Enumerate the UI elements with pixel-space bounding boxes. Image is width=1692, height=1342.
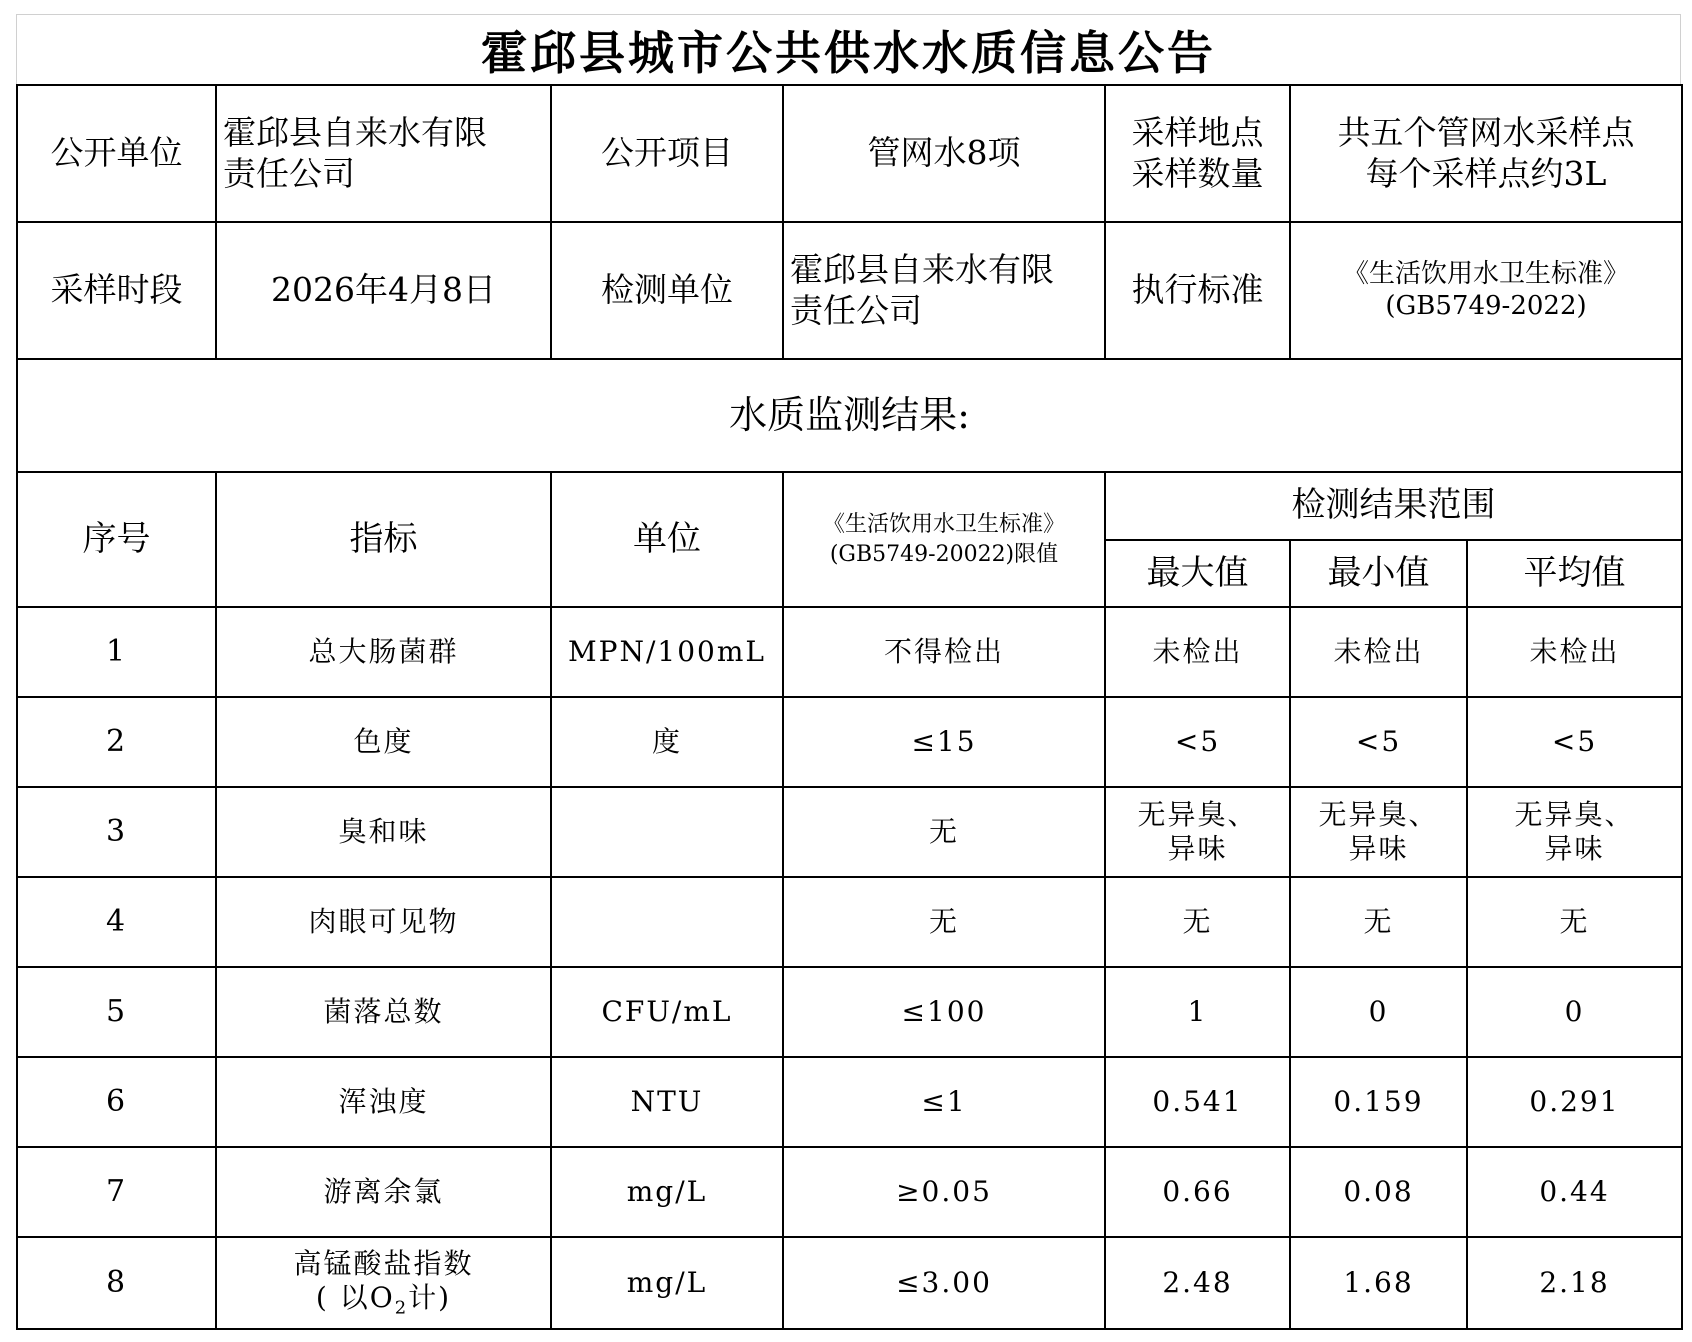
row-unit: CFU/mL <box>551 967 783 1057</box>
lab-label: 检测单位 <box>551 222 783 359</box>
row-avg: 无 <box>1467 877 1682 967</box>
table-row <box>17 607 1682 697</box>
row-limit: ≥0.05 <box>783 1147 1105 1237</box>
row-limit: ≤100 <box>783 967 1105 1057</box>
time-value: 2026年4月8日 <box>216 222 551 359</box>
row-max: 1 <box>1105 967 1290 1057</box>
row-max: 0.66 <box>1105 1147 1290 1237</box>
page-title: 霍邱县城市公共供水水质信息公告 <box>16 14 1681 84</box>
row-indicator: 总大肠菌群 <box>216 607 551 697</box>
row-seq: 8 <box>17 1237 216 1329</box>
row-unit <box>551 877 783 967</box>
header-unit: 单位 <box>551 472 783 607</box>
row-indicator: 色度 <box>216 697 551 787</box>
header-max: 最大值 <box>1105 540 1290 607</box>
std-label: 执行标准 <box>1105 222 1290 359</box>
row-avg: 无异臭、 异味 <box>1467 787 1682 877</box>
water-quality-table <box>16 84 1683 1330</box>
header-avg: 平均值 <box>1467 540 1682 607</box>
row-avg: <5 <box>1467 697 1682 787</box>
row-indicator: 臭和味 <box>216 787 551 877</box>
row-indicator: 高锰酸盐指数 ( 以$O_2$计) <box>216 1237 551 1329</box>
table-row <box>17 1147 1682 1237</box>
row-max: 未检出 <box>1105 607 1290 697</box>
row-min: 未检出 <box>1290 607 1467 697</box>
row-seq: 4 <box>17 877 216 967</box>
row-limit: ≤3.00 <box>783 1237 1105 1329</box>
table-row <box>17 967 1682 1057</box>
row-min: <5 <box>1290 697 1467 787</box>
table-row <box>17 1237 1682 1329</box>
row-min: 0 <box>1290 967 1467 1057</box>
row-limit: 无 <box>783 787 1105 877</box>
time-label: 采样时段 <box>17 222 216 359</box>
row-limit: ≤1 <box>783 1057 1105 1147</box>
table-row <box>17 787 1682 877</box>
item-label: 公开项目 <box>551 85 783 222</box>
row-avg: 0 <box>1467 967 1682 1057</box>
header-seq: 序号 <box>17 472 216 607</box>
row-min: 无 <box>1290 877 1467 967</box>
row-avg: 2.18 <box>1467 1237 1682 1329</box>
table-row <box>17 877 1682 967</box>
header-limit: 《生活饮用水卫生标准》 (GB5749-20022)限值 <box>783 472 1105 607</box>
row-unit: MPN/100mL <box>551 607 783 697</box>
row-indicator: 游离余氯 <box>216 1147 551 1237</box>
table-row <box>17 1057 1682 1147</box>
row-seq: 5 <box>17 967 216 1057</box>
row-unit: mg/L <box>551 1237 783 1329</box>
row-avg: 0.291 <box>1467 1057 1682 1147</box>
row-seq: 2 <box>17 697 216 787</box>
unit-label: 公开单位 <box>17 85 216 222</box>
header-indicator: 指标 <box>216 472 551 607</box>
row-avg: 0.44 <box>1467 1147 1682 1237</box>
row-min: 0.08 <box>1290 1147 1467 1237</box>
lab-value: 霍邱县自来水有限 责任公司 <box>783 222 1105 359</box>
header-min: 最小值 <box>1290 540 1467 607</box>
row-unit: mg/L <box>551 1147 783 1237</box>
site-label: 采样地点 采样数量 <box>1105 85 1290 222</box>
row-limit: ≤15 <box>783 697 1105 787</box>
header-range: 检测结果范围 <box>1105 472 1682 540</box>
row-avg: 未检出 <box>1467 607 1682 697</box>
row-indicator: 浑浊度 <box>216 1057 551 1147</box>
info-row-1 <box>17 85 1682 222</box>
row-max: 0.541 <box>1105 1057 1290 1147</box>
header-row-1 <box>17 472 1682 540</box>
item-value: 管网水8项 <box>783 85 1105 222</box>
row-max: 无 <box>1105 877 1290 967</box>
std-value: 《生活饮用水卫生标准》 (GB5749-2022) <box>1290 222 1682 359</box>
row-min: 无异臭、 异味 <box>1290 787 1467 877</box>
row-max: <5 <box>1105 697 1290 787</box>
row-indicator: 肉眼可见物 <box>216 877 551 967</box>
row-limit: 无 <box>783 877 1105 967</box>
info-row-2 <box>17 222 1682 359</box>
section-title: 水质监测结果: <box>17 359 1682 472</box>
row-seq: 1 <box>17 607 216 697</box>
row-seq: 6 <box>17 1057 216 1147</box>
row-seq: 7 <box>17 1147 216 1237</box>
row-min: 1.68 <box>1290 1237 1467 1329</box>
unit-value: 霍邱县自来水有限 责任公司 <box>216 85 551 222</box>
row-seq: 3 <box>17 787 216 877</box>
row-max: 无异臭、 异味 <box>1105 787 1290 877</box>
row-indicator: 菌落总数 <box>216 967 551 1057</box>
row-limit: 不得检出 <box>783 607 1105 697</box>
row-min: 0.159 <box>1290 1057 1467 1147</box>
row-unit <box>551 787 783 877</box>
row-unit: NTU <box>551 1057 783 1147</box>
table-row <box>17 697 1682 787</box>
row-unit: 度 <box>551 697 783 787</box>
site-value: 共五个管网水采样点 每个采样点约3L <box>1290 85 1682 222</box>
section-row <box>17 359 1682 472</box>
row-max: 2.48 <box>1105 1237 1290 1329</box>
